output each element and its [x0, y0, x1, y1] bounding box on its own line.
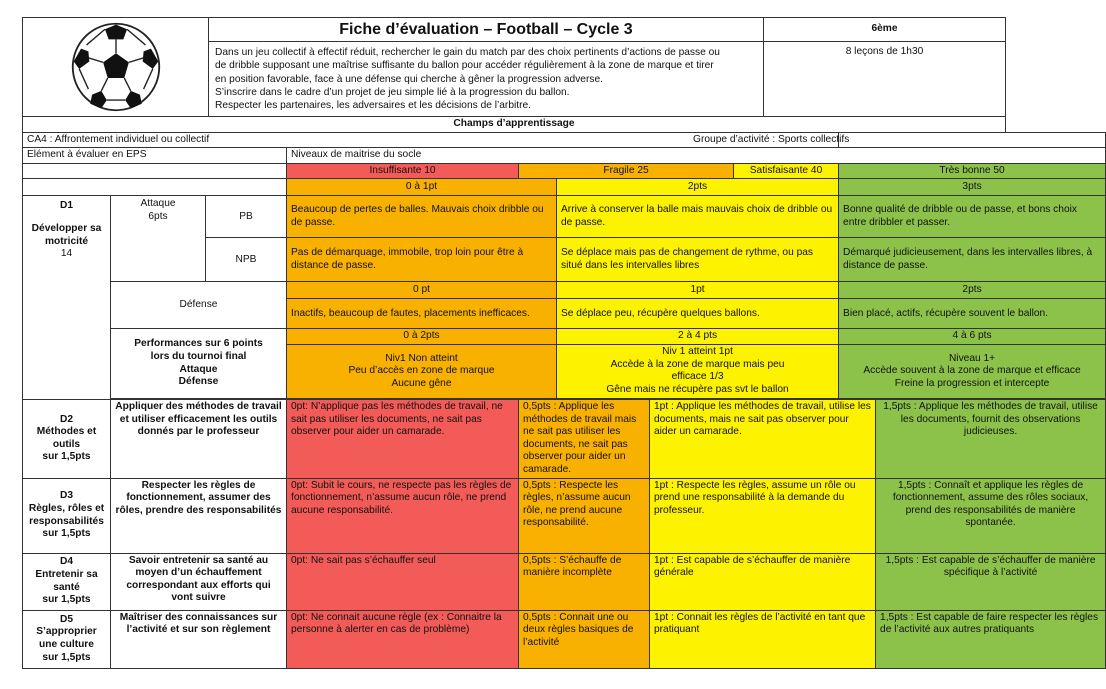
d4-label	[23, 553, 111, 610]
pts-cell: 2pts	[839, 282, 1106, 299]
performance-text: efficace 1/3	[671, 371, 724, 383]
empty-cell	[23, 179, 287, 196]
d3-label	[23, 478, 111, 553]
niveaux-label: Niveaux de maitrise du socle	[287, 148, 1106, 164]
criteria-cell: 0,5pts : Connait une ou deux règles basiques de l’activité	[519, 610, 650, 668]
activity-group-text: Groupe d’activité : Sports collectifs	[693, 133, 850, 145]
pb-label: PB	[206, 196, 287, 238]
row-description: Appliquer des méthodes de travail et utiliser efficacement les outils donnés par le professeur	[111, 399, 287, 478]
row-code: D2	[59, 413, 74, 425]
criteria-cell: 1pt : Est capable de s’échauffer de manière générale	[650, 553, 876, 610]
attaque-text: Attaque	[140, 198, 176, 210]
performance-cell	[557, 344, 839, 398]
header-table	[22, 17, 1006, 133]
performance-line: Attaque	[179, 363, 218, 375]
lessons-count: 8 leçons de 1h30	[764, 42, 1006, 117]
ca4-label: CA4 : Affrontement individuel ou collectif	[23, 132, 839, 148]
grade-level: 6ème	[764, 18, 1006, 42]
pts-cell: 0 à 2pts	[287, 329, 557, 345]
performance-line: Performances sur 6 points	[134, 338, 263, 350]
d1-label	[23, 196, 111, 400]
intro-line: de dribble supposant une maîtrise suffisante du ballon pour accéder régulièrement à la zone de marque et tirer	[215, 60, 714, 72]
performance-text: Accède à la zone de marque mais peu	[610, 358, 785, 370]
empty-cell	[23, 163, 287, 179]
row-points: sur 1,5pts	[42, 451, 91, 463]
level-satisfaisante: Satisfaisante 40	[734, 163, 839, 179]
page-title: Fiche d’évaluation – Football – Cycle 3	[209, 18, 764, 42]
criteria-cell: 1pt : Applique les méthodes de travail, utilise les documents, mais ne sait pas observer pour aider un camarade.	[650, 399, 876, 478]
row-code: D3	[59, 490, 74, 502]
row-title: S’approprier une culture	[36, 626, 97, 651]
pts-cell: 0 à 1pt	[287, 179, 557, 196]
row-code: D4	[59, 556, 74, 568]
criteria-cell: Démarqué judicieusement, dans les intervalles libres, à distance de passe.	[839, 238, 1106, 282]
intro-line: en position favorable, face à une défense qui cherche à gêner la progression adverse.	[215, 73, 603, 85]
football-icon	[70, 21, 162, 113]
d1-points: 14	[60, 248, 73, 260]
performance-cell	[287, 344, 557, 398]
criteria-cell: 1,5pts : Connaît et applique les règles de fonctionnement, assume des rôles sociaux, prend des responsabilités de manière spontanée.	[876, 478, 1106, 553]
performance-text: Peu d’accès en zone de marque	[348, 365, 495, 377]
performance-line: Défense	[178, 376, 219, 388]
performance-text: Accède souvent à la zone de marque et efficace	[863, 365, 1081, 377]
criteria-cell: 0,5pts : Applique les méthodes de travail mais ne sait pas utiliser les documents, ne sait pas observer pour aider un camarade.	[519, 399, 650, 478]
pts-cell: 1pt	[557, 282, 839, 299]
performance-cell	[839, 344, 1106, 398]
performance-text: Niv1 Non atteint	[385, 352, 458, 364]
criteria-cell: 0,5pts : S’échauffe de manière incomplète	[519, 553, 650, 610]
criteria-cell: 0pt: N’applique pas les méthodes de travail, ne sait pas utiliser les documents, ne sait pas observer pour aider un camarade.	[287, 399, 519, 478]
d1-code: D1	[59, 200, 74, 212]
criteria-cell: 1,5pts : Est capable de s’échauffer de manière spécifique à l’activité	[876, 553, 1106, 610]
criteria-cell: 0,5pts : Respecte les règles, n’assume aucun rôle, ne prend aucune responsabilité.	[519, 478, 650, 553]
performance-label	[111, 329, 287, 399]
d5-label	[23, 610, 111, 668]
row-description: Savoir entretenir sa santé au moyen d’un échauffement correspondant aux efforts qui vont suivre	[111, 553, 287, 610]
criteria-cell: 1pt : Respecte les règles, assume un rôle ou prend une responsabilité à la demande du professeur.	[650, 478, 876, 553]
attaque-label	[111, 196, 206, 282]
d2-label	[23, 399, 111, 478]
row-points: sur 1,5pts	[42, 651, 91, 663]
criteria-cell: Se déplace peu, récupère quelques ballons.	[557, 299, 839, 329]
performance-text: Aucune gêne	[391, 377, 452, 389]
criteria-cell: Bonne qualité de dribble ou de passe, et bons choix entre dribbler et passer.	[839, 196, 1106, 238]
level-fragile: Fragile 25	[519, 163, 734, 179]
criteria-cell: 0pt: Ne connait aucune règle (ex : Connaitre la personne à alerter en cas de problème)	[287, 610, 519, 668]
d1-title: Développer sa motricité	[31, 222, 102, 247]
row-points: sur 1,5pts	[42, 594, 91, 606]
performance-line: lors du tournoi final	[150, 351, 247, 363]
evaluation-sheet	[22, 17, 1099, 669]
intro-line: Dans un jeu collectif à effectif réduit, rechercher le gain du match par des choix pertinents d’actions de passe ou	[215, 47, 720, 59]
pts-cell: 3pts	[839, 179, 1106, 196]
performance-text: Niveau 1+	[948, 352, 996, 364]
activity-group	[693, 132, 1106, 148]
performance-text: Freine la progression et intercepte	[894, 377, 1050, 389]
logo-cell	[23, 18, 209, 117]
criteria-cell: Se déplace mais pas de changement de rythme, ou pas situé dans les intervalles libres	[557, 238, 839, 282]
attaque-points: 6pts	[148, 210, 168, 222]
level-tres-bonne: Très bonne 50	[839, 163, 1106, 179]
row-title: Règles, rôles et responsabilités	[28, 502, 105, 527]
performance-text: Gêne mais ne récupère pas svt le ballon	[606, 384, 789, 396]
criteria-cell: Pas de démarquage, immobile, trop loin pour être à distance de passe.	[287, 238, 557, 282]
criteria-cell: Arrive à conserver la balle mais mauvais choix de dribble ou de passe.	[557, 196, 839, 238]
row-points: sur 1,5pts	[42, 528, 91, 540]
criteria-cell: 1pt : Connait les règles de l’activité en tant que pratiquant	[650, 610, 876, 668]
intro-text	[209, 42, 764, 117]
criteria-cell: Inactifs, beaucoup de fautes, placements inefficaces.	[287, 299, 557, 329]
row-description: Maîtriser des connaissances sur l’activité et sur son règlement	[111, 610, 287, 668]
pts-cell: 4 à 6 pts	[839, 329, 1106, 345]
element-label: Elément à évaluer en EPS	[23, 148, 287, 164]
pts-cell: 2pts	[557, 179, 839, 196]
row-title: Entretenir sa santé	[35, 568, 98, 593]
criteria-cell: 1,5pts : Est capable de faire respecter les règles de l’activité aux autres pratiquants	[876, 610, 1106, 668]
criteria-cell: 0pt: Ne sait pas s’échauffer seul	[287, 553, 519, 610]
intro-line: Respecter les partenaires, les adversaires et les décisions de l’arbitre.	[215, 99, 531, 111]
npb-label: NPB	[206, 238, 287, 282]
criteria-cell: 1,5pts : Applique les méthodes de travail, utilise les documents, fournit des observations judicieuses.	[876, 399, 1106, 478]
row-title: Méthodes et outils	[36, 426, 97, 450]
criteria-cell: Beaucoup de pertes de balles. Mauvais choix dribble ou de passe.	[287, 196, 557, 238]
intro-line: S’inscrire dans le cadre d’un projet de jeu simple lié à la progression du ballon.	[215, 86, 570, 98]
champs-heading: Champs d’apprentissage	[23, 117, 1006, 133]
pts-cell: 0 pt	[287, 282, 557, 299]
pts-cell: 2 à 4 pts	[557, 329, 839, 345]
row-code: D5	[59, 613, 74, 625]
row-description: Respecter les règles de fonctionnement, assumer des rôles, prendre des responsabilités	[111, 478, 287, 553]
evaluation-table	[22, 132, 1106, 669]
performance-text: Niv 1 atteint 1pt	[662, 346, 733, 358]
criteria-cell: Bien placé, actifs, récupère souvent le ballon.	[839, 299, 1106, 329]
defense-label: Défense	[111, 282, 287, 329]
criteria-cell: 0pt: Subit le cours, ne respecte pas les règles de fonctionnement, n’assume aucun rôle, ne prend aucune responsabilité.	[287, 478, 519, 553]
level-insuffisante: Insuffisante 10	[287, 163, 519, 179]
